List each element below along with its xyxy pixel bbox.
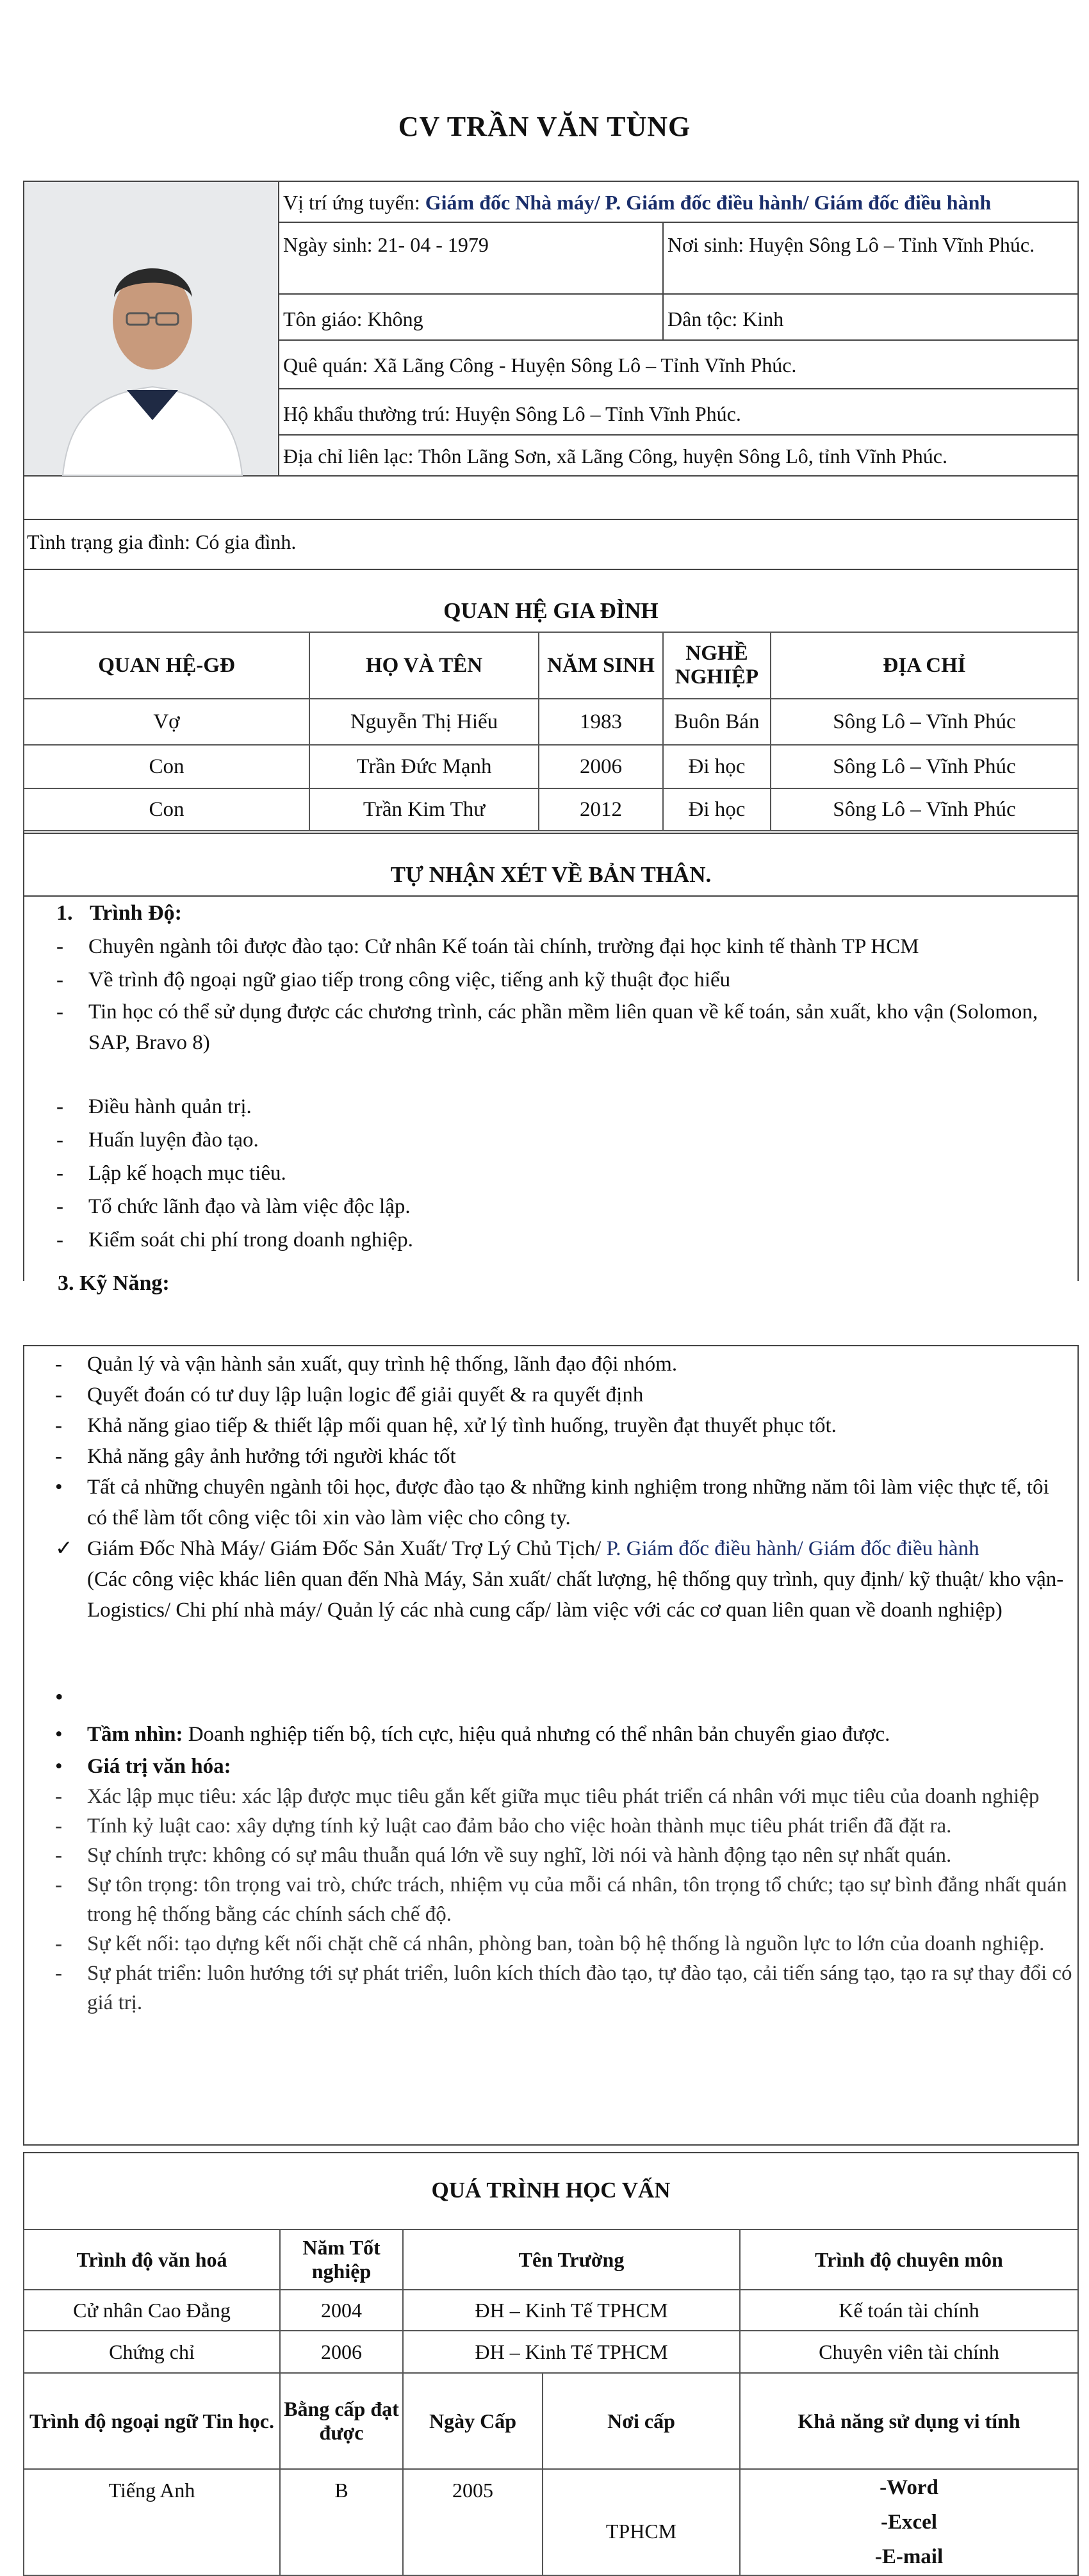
lang-col-date: Ngày Cấp: [403, 2373, 543, 2469]
list-item: - Sự tôn trọng: tôn trọng vai trò, chức trách, nhiệm vụ của mỗi cá nhân, tôn trọng tổ chức; tạo sự bình đẳng nhất quán trong hệ thống bằng các chính sách chế độ.: [55, 1873, 1067, 1926]
household-row: Hộ khẩu thường trú: Huyện Sông Lô – Tỉnh Vĩnh Phúc.: [279, 389, 1077, 436]
cell: 2012: [539, 788, 663, 831]
values-list: [23, 1782, 1074, 2018]
cell: ĐH – Kinh Tế TPHCM: [403, 2290, 740, 2331]
birthplace-cell: Nơi sinh: Huyện Sông Lô – Tỉnh Vĩnh Phúc.: [664, 223, 1077, 295]
vision-text: Doanh nghiệp tiến bộ, tích cực, hiệu quả nhưng có thể nhân bản chuyển giao được.: [183, 1723, 890, 1746]
edu-col-year: Năm Tốt nghiệp: [280, 2230, 403, 2290]
cell: Buôn Bán: [663, 699, 771, 745]
cell: Con: [24, 745, 309, 788]
family-header-row: [24, 632, 1078, 699]
edu-col-major: Trình độ chuyên môn: [740, 2230, 1078, 2290]
list-item: - Quản lý và vận hành sản xuất, quy trình hệ thống, lãnh đạo đội nhóm.: [55, 1353, 678, 1376]
family-col-job: NGHỀ NGHIỆP: [663, 632, 771, 699]
position-row: [279, 182, 1077, 223]
list-item: - Điều hành quản trị.: [56, 1095, 252, 1118]
education-header-row: [24, 2230, 1078, 2290]
skill-excel: -Excel: [881, 2511, 937, 2534]
values-heading: [55, 1751, 231, 1782]
table-row: [24, 2331, 1078, 2373]
table-row: [24, 699, 1078, 745]
self-assessment-section: [23, 833, 1079, 1295]
family-section: [23, 570, 1079, 833]
section1-heading: [56, 899, 182, 927]
cell: Sông Lô – Vĩnh Phúc: [771, 699, 1078, 745]
marital-row: Tình trạng gia đình: Có gia đình.: [23, 520, 1079, 570]
computer-skills-cell: [740, 2469, 1078, 2575]
list-item: - Xác lập mục tiêu: xác lập được mục tiêu gắn kết giữa mục tiêu phát triển cá nhân với mục tiêu của doanh nghiệp: [55, 1785, 1040, 1808]
cell: Tiếng Anh: [24, 2469, 280, 2575]
page-title: CV TRẦN VĂN TÙNG: [398, 111, 691, 142]
cell: Đi học: [663, 788, 771, 831]
position-label: Vị trí ứng tuyển:: [283, 191, 425, 214]
education-section: [23, 2152, 1079, 2568]
personal-info-table: [23, 181, 1079, 477]
page2-dash-list: [23, 1349, 1074, 1626]
divider: [24, 895, 1077, 897]
family-title: QUAN HỆ GIA ĐÌNH: [443, 598, 659, 623]
cell: Đi học: [663, 745, 771, 788]
cell: Trần Đức Mạnh: [309, 745, 539, 788]
ethnicity-cell: Dân tộc: Kinh: [664, 295, 1077, 341]
lang-col-place: Nơi cấp: [543, 2373, 740, 2469]
empty-bullet: •: [55, 1684, 63, 1709]
table-row: [24, 788, 1078, 831]
list-item: - Lập kế hoạch mục tiêu.: [56, 1162, 286, 1185]
lang-col-computer: Khả năng sử dụng vi tính: [740, 2373, 1078, 2469]
checkmark-icon: ✓: [55, 1537, 73, 1560]
cell: Vợ: [24, 699, 309, 745]
hometown-row: Quê quán: Xã Lãng Công - Huyện Sông Lô – Tỉnh Vĩnh Phúc.: [279, 341, 1077, 389]
bullet-icon: •: [55, 1723, 63, 1746]
vision-line: [55, 1719, 1061, 1750]
cell: 2005: [403, 2469, 543, 2575]
section3-heading-partial: 3. Kỹ Năng:: [58, 1271, 170, 1295]
vision-label: Tầm nhìn:: [87, 1723, 183, 1746]
cell: Sông Lô – Vĩnh Phúc: [771, 745, 1078, 788]
table-row: [24, 745, 1078, 788]
lang-col-level: Trình độ ngoại ngữ Tin học.: [24, 2373, 280, 2469]
family-table: [23, 632, 1079, 831]
section1-number: 1.: [56, 901, 73, 925]
table-row: [24, 2469, 1078, 2575]
position-value: Giám đốc Nhà máy/ P. Giám đốc điều hành/ Giám đốc điều hành: [425, 191, 992, 214]
skill-word: -Word: [880, 2476, 938, 2499]
list-item: - Sự phát triển: luôn hướng tới sự phát triển, luôn kích thích đào tạo, tự đào tạo, cải tiến sáng tạo, tạo ra sự thay đổi có giá trị.: [55, 1962, 1072, 2014]
list-item: - Về trình độ ngoại ngữ giao tiếp trong công việc, tiếng anh kỹ thuật đọc hiểu: [56, 968, 731, 991]
edu-col-level: Trình độ văn hoá: [24, 2230, 280, 2290]
list-item: - Huấn luyện đào tạo.: [56, 1129, 259, 1152]
cell: Chứng chỉ: [24, 2331, 280, 2373]
cell: TPHCM: [543, 2469, 740, 2575]
cell: 2006: [539, 745, 663, 788]
family-col-year: NĂM SINH: [539, 632, 663, 699]
list-item: - Tổ chức lãnh đạo và làm việc độc lập.: [56, 1195, 411, 1218]
list-item: - Quyết đoán có tư duy lập luận logic để giải quyết & ra quyết định: [55, 1383, 644, 1406]
blank-row: [23, 477, 1079, 520]
bullet-icon: •: [55, 1755, 63, 1778]
language-header-row: [24, 2373, 1078, 2469]
cell: 2006: [280, 2331, 403, 2373]
cell: Chuyên viên tài chính: [740, 2331, 1078, 2373]
list-item: - Chuyên ngành tôi được đào tạo: Cử nhân Kế toán tài chính, trường đại học kinh tế thành TP HCM: [56, 935, 919, 958]
lang-col-degree: Bằng cấp đạt được: [280, 2373, 403, 2469]
cell: 1983: [539, 699, 663, 745]
person-silhouette-icon: [24, 182, 278, 475]
family-col-address: ĐỊA CHỈ: [771, 632, 1078, 699]
list-item: - Sự kết nối: tạo dựng kết nối chặt chẽ cá nhân, phòng ban, toàn bộ hệ thống là nguồn lực to lớn của doanh nghiệp.: [55, 1932, 1045, 1955]
cell: 2004: [280, 2290, 403, 2331]
list-item: - Kiểm soát chi phí trong doanh nghiệp.: [56, 1228, 413, 1251]
list-item: ✓ Giám Đốc Nhà Máy/ Giám Đốc Sản Xuất/ Trợ Lý Chủ Tịch/ P. Giám đốc điều hành/ Giám đốc điều hành: [23, 1533, 1074, 1564]
list-item: • Tất cả những chuyên ngành tôi học, được đào tạo & những kinh nghiệm trong những năm tôi làm việc thực tế, tôi có thể làm tốt công việc tôi xin vào làm việc cho công ty.: [55, 1476, 1049, 1529]
cell: B: [280, 2469, 403, 2575]
page2-block: [23, 1345, 1079, 2146]
profile-photo: [24, 182, 279, 475]
table-row: [24, 2290, 1078, 2331]
section2-list: [24, 1090, 1049, 1257]
family-col-name: HỌ VÀ TÊN: [309, 632, 539, 699]
list-item: - Tin học có thể sử dụng được các chương trình, các phần mềm liên quan về kế toán, sản xuất, kho vận (Solomon, SAP, Bravo 8): [56, 1000, 1038, 1054]
address-row: Địa chỉ liên lạc: Thôn Lãng Sơn, xã Lãng Công, huyện Sông Lô, tỉnh Vĩnh Phúc.: [283, 444, 947, 468]
list-item: - Tính kỷ luật cao: xây dựng tính kỷ luật cao đảm bảo cho việc hoàn thành mục tiêu phát triển đã đặt ra.: [55, 1814, 952, 1838]
cell: Con: [24, 788, 309, 831]
self-title: TỰ NHẬN XÉT VỀ BẢN THÂN.: [390, 862, 712, 887]
cell: Cử nhân Cao Đẳng: [24, 2290, 280, 2331]
list-item: - Khả năng giao tiếp & thiết lập mối quan hệ, xử lý tình huống, truyền đạt thuyết phục tốt.: [55, 1414, 837, 1437]
family-col-relation: QUAN HỆ-GĐ: [24, 632, 309, 699]
skill-email: -E-mail: [874, 2545, 944, 2568]
cell: Kế toán tài chính: [740, 2290, 1078, 2331]
cell: Sông Lô – Vĩnh Phúc: [771, 788, 1078, 831]
values-label: Giá trị văn hóa:: [87, 1755, 231, 1778]
edu-col-school: Tên Trường: [403, 2230, 740, 2290]
dob-cell: Ngày sinh: 21- 04 - 1979: [279, 223, 664, 295]
education-title: QUÁ TRÌNH HỌC VẤN: [431, 2178, 671, 2203]
education-table: [23, 2229, 1079, 2576]
cell: Trần Kim Thư: [309, 788, 539, 831]
cell: Nguyễn Thị Hiếu: [309, 699, 539, 745]
religion-cell: Tôn giáo: Không: [279, 295, 664, 341]
list-item: (Các công việc khác liên quan đến Nhà Máy, Sản xuất/ chất lượng, hệ thống quy trình, quy định/ kỹ thuật/ kho vận-Logistics/ Chi phí nhà máy/ Quản lý các nhà cung cấp/ làm việc với các cơ quan liên quan về doanh nghiệp): [87, 1568, 1064, 1622]
cell: ĐH – Kinh Tế TPHCM: [403, 2331, 740, 2373]
section1-list: [24, 930, 1049, 1058]
list-item: - Khả năng gây ảnh hưởng tới người khác tốt: [55, 1445, 456, 1468]
list-item: - Sự chính trực: không có sự mâu thuẫn quá lớn về suy nghĩ, lời nói và hành động tạo nên sự nhất quán.: [55, 1844, 952, 1867]
section1-title: Trình Độ:: [90, 901, 182, 925]
